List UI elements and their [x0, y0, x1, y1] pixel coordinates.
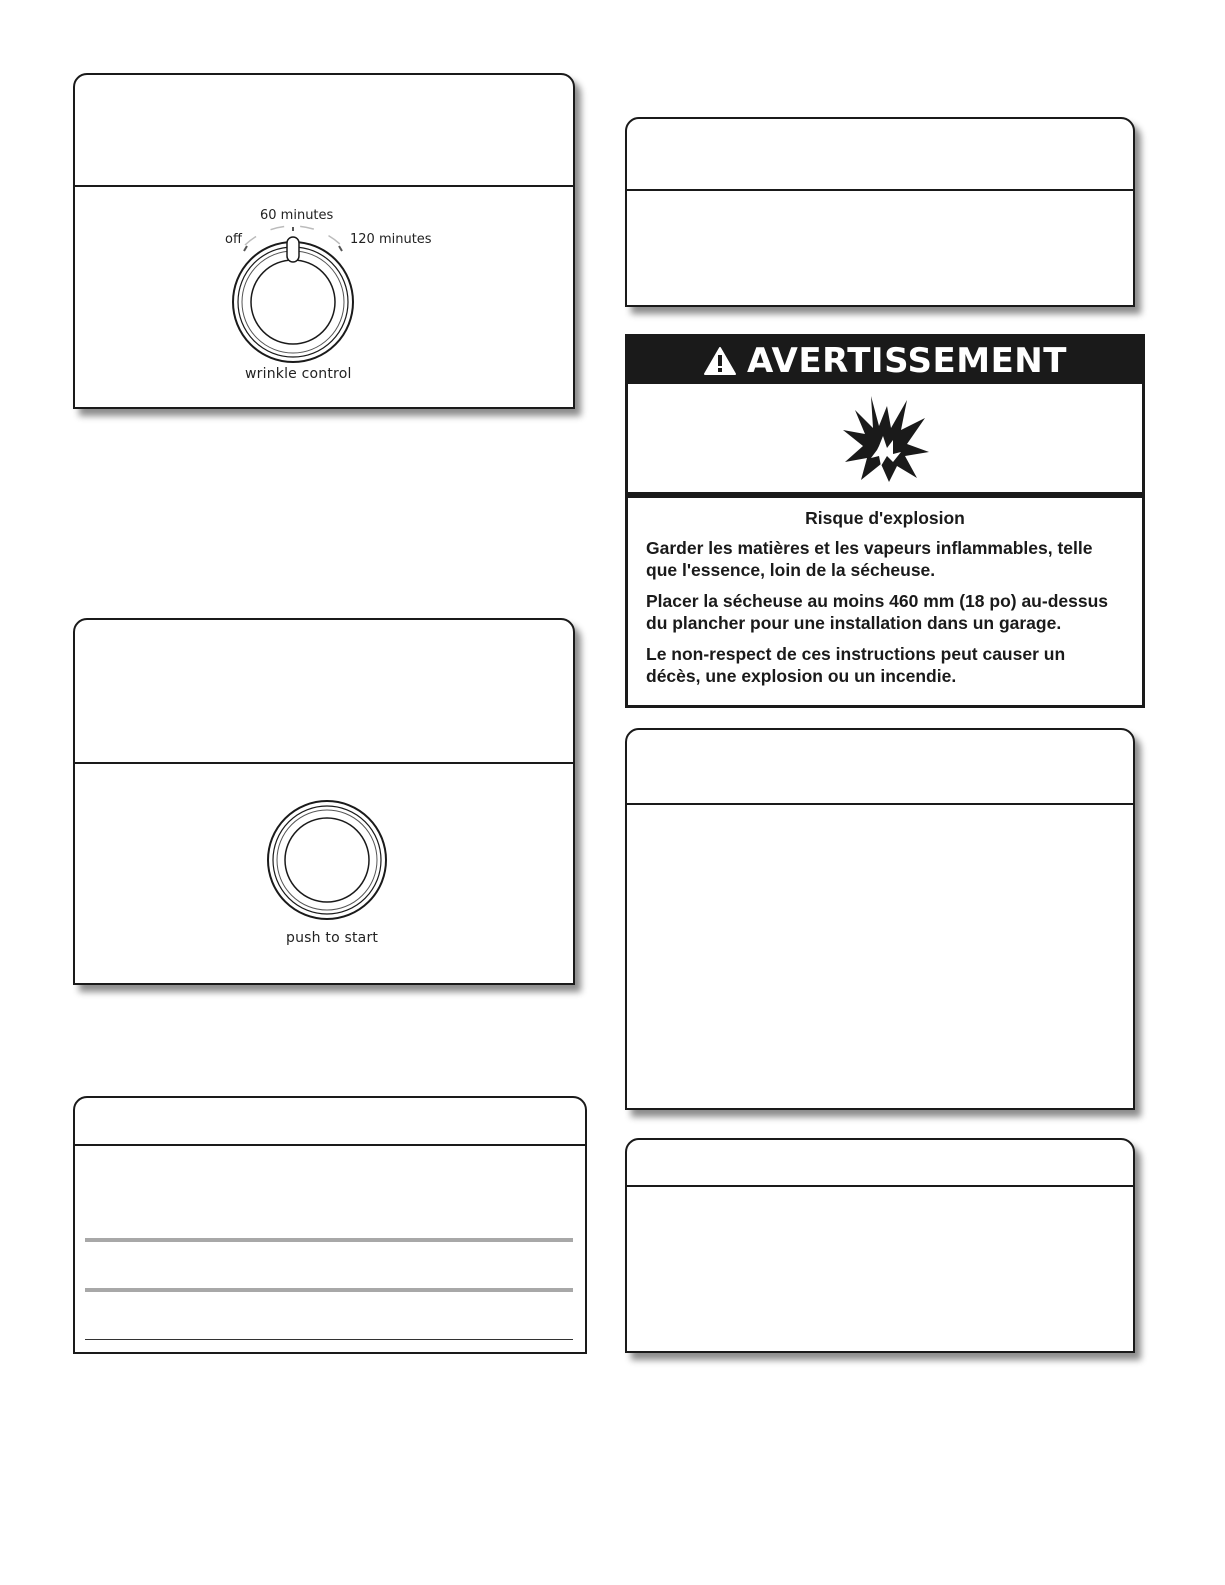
push-to-start-panel	[73, 618, 575, 985]
panel-divider	[627, 189, 1133, 191]
wrinkle-label-off: off	[225, 232, 242, 247]
panel-divider	[75, 1144, 585, 1146]
lined-table-panel	[73, 1096, 587, 1354]
warning-icon-area	[628, 384, 1142, 495]
panel-divider	[75, 185, 573, 187]
wrinkle-label-120: 120 minutes	[350, 232, 432, 247]
warning-title: Risque d'explosion	[805, 508, 965, 528]
top-right-panel	[625, 117, 1135, 307]
push-to-start-button[interactable]	[262, 795, 392, 925]
warning-divider	[628, 495, 1142, 498]
warning-box	[625, 334, 1145, 708]
warning-paragraph: Garder les matières et les vapeurs inflammables, telle que l'essence, loin de la sécheuse.	[646, 538, 1093, 580]
explosion-icon	[841, 396, 931, 486]
middle-right-panel	[625, 728, 1135, 1110]
table-rule	[85, 1339, 573, 1340]
push-to-start-caption: push to start	[286, 930, 379, 946]
warning-header-text: AVERTISSEMENT	[747, 340, 1067, 381]
warning-paragraph: Le non-respect de ces instructions peut causer un décès, une explosion ou un incendie.	[646, 644, 1066, 686]
warning-triangle-icon	[703, 346, 737, 376]
wrinkle-label-60: 60 minutes	[260, 208, 334, 223]
wrinkle-control-knob[interactable]	[193, 215, 393, 365]
table-rule	[85, 1288, 573, 1292]
warning-paragraph: Placer la sécheuse au moins 460 mm (18 po) au-dessus du plancher pour une installation dans un garage.	[646, 591, 1109, 633]
wrinkle-control-panel	[73, 73, 575, 409]
wrinkle-control-caption: wrinkle control	[245, 366, 352, 382]
panel-divider	[627, 1185, 1133, 1187]
bottom-right-panel	[625, 1138, 1135, 1353]
panel-divider	[627, 803, 1133, 805]
table-rule	[85, 1238, 573, 1242]
warning-body	[646, 507, 1124, 696]
panel-divider	[75, 762, 573, 764]
warning-header	[628, 337, 1142, 384]
